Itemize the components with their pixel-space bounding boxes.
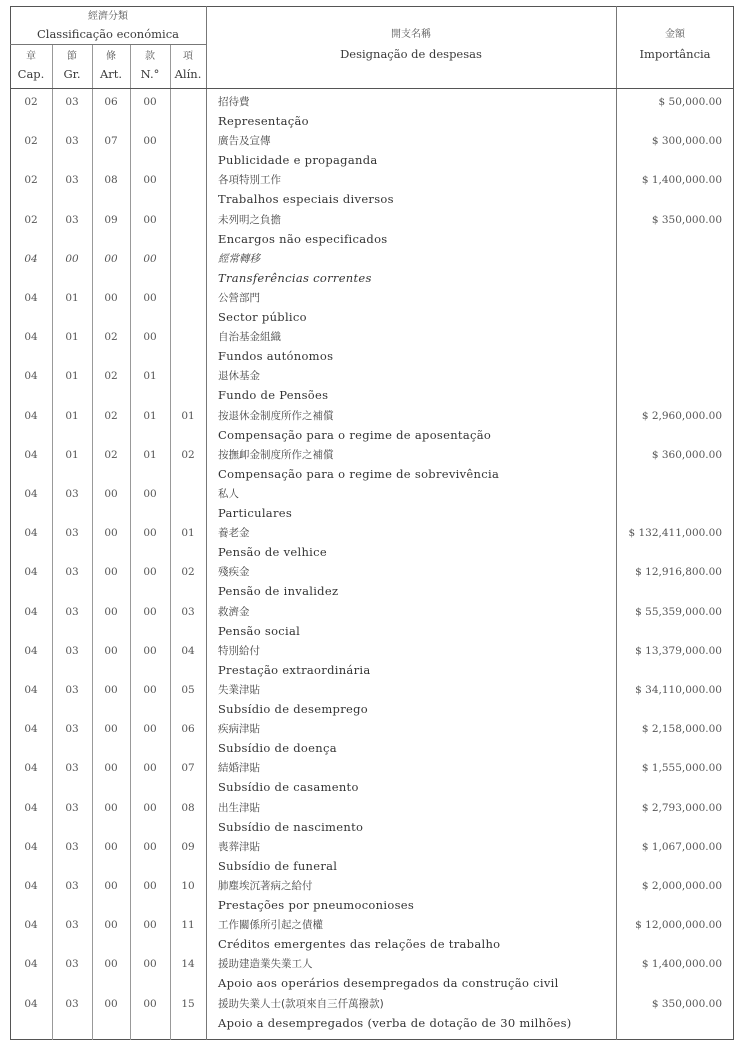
table-row bbox=[10, 212, 734, 251]
cell-alin: 05 bbox=[181, 684, 195, 696]
table-row bbox=[10, 329, 734, 368]
amount-value: $ 13,379,000.00 bbox=[635, 644, 722, 657]
designation-pt: Apoio a desempregados (verba de dotação de 30 milhões) bbox=[218, 1015, 572, 1030]
designation-pt: Publicidade e propaganda bbox=[218, 153, 378, 168]
designation-pt: Créditos emergentes das relações de trabalho bbox=[218, 937, 501, 952]
cell-art: 09 bbox=[104, 213, 118, 226]
cell-art: 00 bbox=[104, 684, 118, 696]
cell-cap: 02 bbox=[24, 174, 38, 187]
designation-pt: Trabalhos especiais diversos bbox=[218, 192, 394, 207]
cell-art: 00 bbox=[104, 958, 118, 971]
designation-zh: 各項特別工作 bbox=[218, 174, 281, 187]
cell-alin: 04 bbox=[181, 644, 195, 657]
cell-n: 01 bbox=[143, 409, 157, 422]
cell-art: 00 bbox=[104, 723, 118, 736]
designation-pt: Apoio aos operários desempregados da construção civil bbox=[218, 976, 559, 991]
designation-pt: Prestação extraordinária bbox=[218, 662, 371, 677]
cell-art: 00 bbox=[104, 919, 118, 932]
cell-art: 06 bbox=[104, 96, 118, 108]
designation-pt: Subsídio de funeral bbox=[218, 858, 338, 873]
amount-value: $ 1,067,000.00 bbox=[641, 840, 722, 853]
designation-pt: Representação bbox=[218, 114, 309, 128]
table-row bbox=[10, 682, 734, 721]
cell-art: 00 bbox=[104, 252, 118, 265]
designation-pt: Prestações por pneumoconioses bbox=[218, 898, 415, 912]
designation-pt: Sector público bbox=[218, 310, 307, 324]
table-row bbox=[10, 721, 734, 760]
designation-zh: 公營部門 bbox=[218, 292, 260, 304]
table-row bbox=[10, 290, 734, 329]
designation-pt: Pensão de invalidez bbox=[218, 584, 339, 599]
table-row bbox=[10, 408, 734, 447]
cell-art: 00 bbox=[104, 801, 118, 814]
cell-cap: 04 bbox=[24, 527, 38, 540]
amount-value: $ 2,960,000.00 bbox=[641, 409, 722, 422]
cell-cap: 04 bbox=[24, 370, 38, 383]
cell-n: 00 bbox=[143, 723, 157, 736]
designation-pt: Compensação para o regime de sobrevivência bbox=[218, 466, 500, 481]
designation-zh: 養老金 bbox=[218, 527, 250, 540]
cell-art: 08 bbox=[104, 174, 118, 187]
cell-gr: 03 bbox=[65, 527, 79, 540]
cell-alin: 10 bbox=[181, 880, 195, 892]
designation-zh: 工作關係所引起之債權 bbox=[218, 919, 323, 932]
cell-cap: 02 bbox=[24, 135, 38, 148]
designation-zh: 未列明之負擔 bbox=[218, 213, 281, 226]
designation-pt: Fundos autónomos bbox=[218, 349, 334, 364]
amount-value: $ 2,793,000.00 bbox=[641, 801, 722, 814]
table-row bbox=[10, 800, 734, 839]
cell-n: 00 bbox=[143, 527, 157, 540]
cell-gr: 03 bbox=[65, 488, 79, 500]
col-n-zh: 款 bbox=[145, 51, 155, 62]
designation-zh: 廣告及宣傳 bbox=[218, 135, 271, 148]
designation-pt: Transferências correntes bbox=[218, 270, 372, 285]
cell-n: 00 bbox=[143, 880, 157, 892]
amount-pt: Importância bbox=[639, 47, 711, 61]
cell-art: 07 bbox=[104, 135, 118, 148]
designation-zh: 喪葬津貼 bbox=[218, 840, 260, 853]
table-row bbox=[10, 643, 734, 682]
cell-n: 00 bbox=[143, 331, 157, 344]
col-gr-zh: 節 bbox=[67, 51, 77, 62]
cell-cap: 04 bbox=[24, 566, 38, 579]
amount-value: $ 2,000,000.00 bbox=[641, 880, 722, 892]
cell-cap: 04 bbox=[24, 684, 38, 696]
cell-art: 00 bbox=[104, 566, 118, 579]
amount-zh: 金額 bbox=[665, 29, 685, 40]
cell-cap: 04 bbox=[24, 958, 38, 971]
cell-gr: 01 bbox=[65, 370, 79, 383]
designation-zh: 按撫卹金制度所作之補償 bbox=[218, 448, 334, 461]
cell-alin: 06 bbox=[181, 723, 195, 736]
designation-zh: 招待費 bbox=[218, 96, 250, 108]
cell-cap: 04 bbox=[24, 801, 38, 814]
cell-cap: 02 bbox=[24, 96, 38, 108]
cell-alin: 01 bbox=[181, 409, 195, 422]
designation-zh: 特別給付 bbox=[218, 644, 260, 657]
cell-art: 00 bbox=[104, 762, 118, 775]
table-row bbox=[10, 525, 734, 564]
cell-alin: 14 bbox=[181, 958, 195, 971]
cell-cap: 04 bbox=[24, 723, 38, 736]
cell-gr: 03 bbox=[65, 174, 79, 187]
designation-zh: 失業津貼 bbox=[218, 684, 260, 696]
table-row bbox=[10, 251, 734, 290]
designation-zh: 開支名稱 bbox=[391, 29, 431, 40]
cell-art: 00 bbox=[104, 488, 118, 500]
designation-pt: Subsídio de casamento bbox=[218, 780, 359, 795]
designation-zh: 殘疾金 bbox=[218, 566, 250, 579]
cell-alin: 01 bbox=[181, 527, 195, 540]
cell-art: 02 bbox=[104, 331, 118, 344]
cell-n: 00 bbox=[143, 762, 157, 775]
cell-cap: 04 bbox=[24, 605, 38, 618]
cell-n: 00 bbox=[143, 488, 157, 500]
header-rule bbox=[10, 88, 734, 89]
cell-gr: 03 bbox=[65, 135, 79, 148]
cell-art: 00 bbox=[104, 605, 118, 618]
designation-zh: 退休基金 bbox=[218, 370, 260, 383]
cell-cap: 04 bbox=[24, 488, 38, 500]
table-row bbox=[10, 172, 734, 211]
cell-n: 00 bbox=[143, 252, 157, 265]
cell-gr: 03 bbox=[65, 96, 79, 108]
col-cap-pt: Cap. bbox=[17, 67, 45, 81]
cell-n: 00 bbox=[143, 997, 157, 1010]
cell-gr: 01 bbox=[65, 409, 79, 422]
cell-n: 00 bbox=[143, 96, 157, 108]
designation-pt: Particulares bbox=[218, 506, 293, 520]
cell-alin: 15 bbox=[181, 997, 195, 1010]
cell-gr: 03 bbox=[65, 762, 79, 775]
cell-gr: 03 bbox=[65, 801, 79, 814]
table-row bbox=[10, 368, 734, 407]
amount-value: $ 360,000.00 bbox=[651, 448, 722, 461]
table-row bbox=[10, 133, 734, 172]
cell-gr: 03 bbox=[65, 840, 79, 853]
cell-cap: 04 bbox=[24, 997, 38, 1010]
amount-value: $ 1,400,000.00 bbox=[641, 958, 722, 971]
col-alin-zh: 項 bbox=[183, 51, 193, 62]
cell-cap: 04 bbox=[24, 840, 38, 853]
cell-n: 00 bbox=[143, 135, 157, 148]
classification-pt: Classificação económica bbox=[36, 27, 180, 41]
cell-gr: 03 bbox=[65, 644, 79, 657]
cell-n: 00 bbox=[143, 644, 157, 657]
designation-pt: Subsídio de nascimento bbox=[218, 819, 364, 834]
cell-cap: 04 bbox=[24, 919, 38, 932]
cell-gr: 00 bbox=[65, 252, 79, 265]
amount-value: $ 50,000.00 bbox=[658, 96, 722, 108]
table-row bbox=[10, 878, 734, 917]
cell-cap: 04 bbox=[24, 409, 38, 422]
amount-value: $ 132,411,000.00 bbox=[628, 527, 722, 540]
cell-art: 00 bbox=[104, 644, 118, 657]
designation-pt: Designação de despesas bbox=[340, 47, 482, 61]
designation-zh: 出生津貼 bbox=[218, 801, 260, 814]
table-row bbox=[10, 564, 734, 603]
designation-zh: 經常轉移 bbox=[218, 252, 260, 265]
amount-value: $ 1,400,000.00 bbox=[641, 174, 722, 187]
cell-art: 00 bbox=[104, 292, 118, 304]
cell-alin: 02 bbox=[181, 448, 195, 461]
cell-n: 00 bbox=[143, 840, 157, 853]
amount-value: $ 300,000.00 bbox=[651, 135, 722, 148]
table-row bbox=[10, 956, 734, 995]
cell-cap: 04 bbox=[24, 331, 38, 344]
designation-zh: 肺塵埃沉著病之給付 bbox=[218, 880, 313, 892]
cell-gr: 03 bbox=[65, 958, 79, 971]
cell-cap: 04 bbox=[24, 252, 38, 265]
cell-cap: 04 bbox=[24, 292, 38, 304]
cell-gr: 01 bbox=[65, 331, 79, 344]
cell-gr: 03 bbox=[65, 997, 79, 1010]
cell-alin: 11 bbox=[181, 919, 195, 932]
amount-value: $ 12,916,800.00 bbox=[635, 566, 722, 579]
cell-art: 02 bbox=[104, 409, 118, 422]
amount-value: $ 350,000.00 bbox=[651, 213, 722, 226]
designation-pt: Fundo de Pensões bbox=[218, 388, 329, 403]
cell-n: 00 bbox=[143, 174, 157, 187]
cell-gr: 01 bbox=[65, 292, 79, 304]
cell-n: 00 bbox=[143, 213, 157, 226]
col-art-zh: 條 bbox=[106, 51, 116, 62]
cell-art: 02 bbox=[104, 370, 118, 383]
designation-zh: 救濟金 bbox=[218, 605, 250, 618]
designation-zh: 私人 bbox=[218, 488, 239, 500]
designation-zh: 援助建造業失業工人 bbox=[218, 958, 313, 971]
cell-n: 01 bbox=[143, 370, 157, 383]
cell-art: 00 bbox=[104, 880, 118, 892]
cell-gr: 03 bbox=[65, 919, 79, 932]
cell-cap: 02 bbox=[24, 213, 38, 226]
col-cap-zh: 章 bbox=[26, 51, 36, 62]
col-alin-pt: Alín. bbox=[174, 67, 202, 81]
table-row bbox=[10, 447, 734, 486]
cell-n: 00 bbox=[143, 958, 157, 971]
designation-zh: 按退休金制度所作之補償 bbox=[218, 409, 334, 422]
cell-gr: 03 bbox=[65, 723, 79, 736]
cell-n: 00 bbox=[143, 919, 157, 932]
table-row bbox=[10, 94, 734, 133]
table-row bbox=[10, 996, 734, 1035]
col-art-pt: Art. bbox=[99, 67, 123, 81]
cell-cap: 04 bbox=[24, 448, 38, 461]
cell-n: 00 bbox=[143, 292, 157, 304]
cell-gr: 03 bbox=[65, 605, 79, 618]
amount-value: $ 34,110,000.00 bbox=[635, 684, 722, 696]
cell-alin: 08 bbox=[181, 801, 195, 814]
designation-pt: Subsídio de desemprego bbox=[218, 702, 368, 716]
designation-zh: 自治基金組織 bbox=[218, 331, 281, 344]
cell-gr: 03 bbox=[65, 566, 79, 579]
table-row bbox=[10, 604, 734, 643]
amount-value: $ 12,000,000.00 bbox=[635, 919, 722, 932]
cell-alin: 02 bbox=[181, 566, 195, 579]
cell-alin: 09 bbox=[181, 840, 195, 853]
table-row bbox=[10, 917, 734, 956]
cell-alin: 03 bbox=[181, 605, 195, 618]
designation-zh: 援助失業人士(款項來自三仟萬撥款) bbox=[218, 997, 384, 1010]
cell-n: 00 bbox=[143, 684, 157, 696]
cell-art: 00 bbox=[104, 527, 118, 540]
cell-cap: 04 bbox=[24, 880, 38, 892]
cell-n: 01 bbox=[143, 448, 157, 461]
designation-pt: Compensação para o regime de aposentação bbox=[218, 427, 492, 442]
table-row bbox=[10, 486, 734, 525]
amount-value: $ 1,555,000.00 bbox=[641, 762, 722, 775]
cell-art: 00 bbox=[104, 840, 118, 853]
designation-pt: Encargos não especificados bbox=[218, 231, 388, 246]
amount-value: $ 350,000.00 bbox=[651, 997, 722, 1010]
amount-value: $ 2,158,000.00 bbox=[641, 723, 722, 736]
cell-gr: 03 bbox=[65, 684, 79, 696]
cell-cap: 04 bbox=[24, 644, 38, 657]
designation-pt: Pensão social bbox=[218, 623, 301, 638]
cell-gr: 01 bbox=[65, 448, 79, 461]
cell-art: 00 bbox=[104, 997, 118, 1010]
cell-gr: 03 bbox=[65, 880, 79, 892]
amount-value: $ 55,359,000.00 bbox=[635, 605, 722, 618]
designation-pt: Subsídio de doença bbox=[218, 741, 337, 756]
table-row bbox=[10, 839, 734, 878]
col-n-pt: N.° bbox=[140, 67, 160, 81]
cell-n: 00 bbox=[143, 801, 157, 814]
designation-zh: 結婚津貼 bbox=[218, 762, 260, 775]
designation-pt: Pensão de velhice bbox=[218, 545, 328, 560]
cell-alin: 07 bbox=[181, 762, 195, 775]
col-gr-pt: Gr. bbox=[63, 67, 81, 81]
cell-cap: 04 bbox=[24, 762, 38, 775]
header-subrule bbox=[10, 44, 206, 45]
designation-zh: 疾病津貼 bbox=[218, 723, 260, 736]
classification-zh: 經濟分類 bbox=[88, 11, 128, 22]
cell-art: 02 bbox=[104, 448, 118, 461]
cell-gr: 03 bbox=[65, 213, 79, 226]
cell-n: 00 bbox=[143, 605, 157, 618]
table-row bbox=[10, 760, 734, 799]
cell-n: 00 bbox=[143, 566, 157, 579]
